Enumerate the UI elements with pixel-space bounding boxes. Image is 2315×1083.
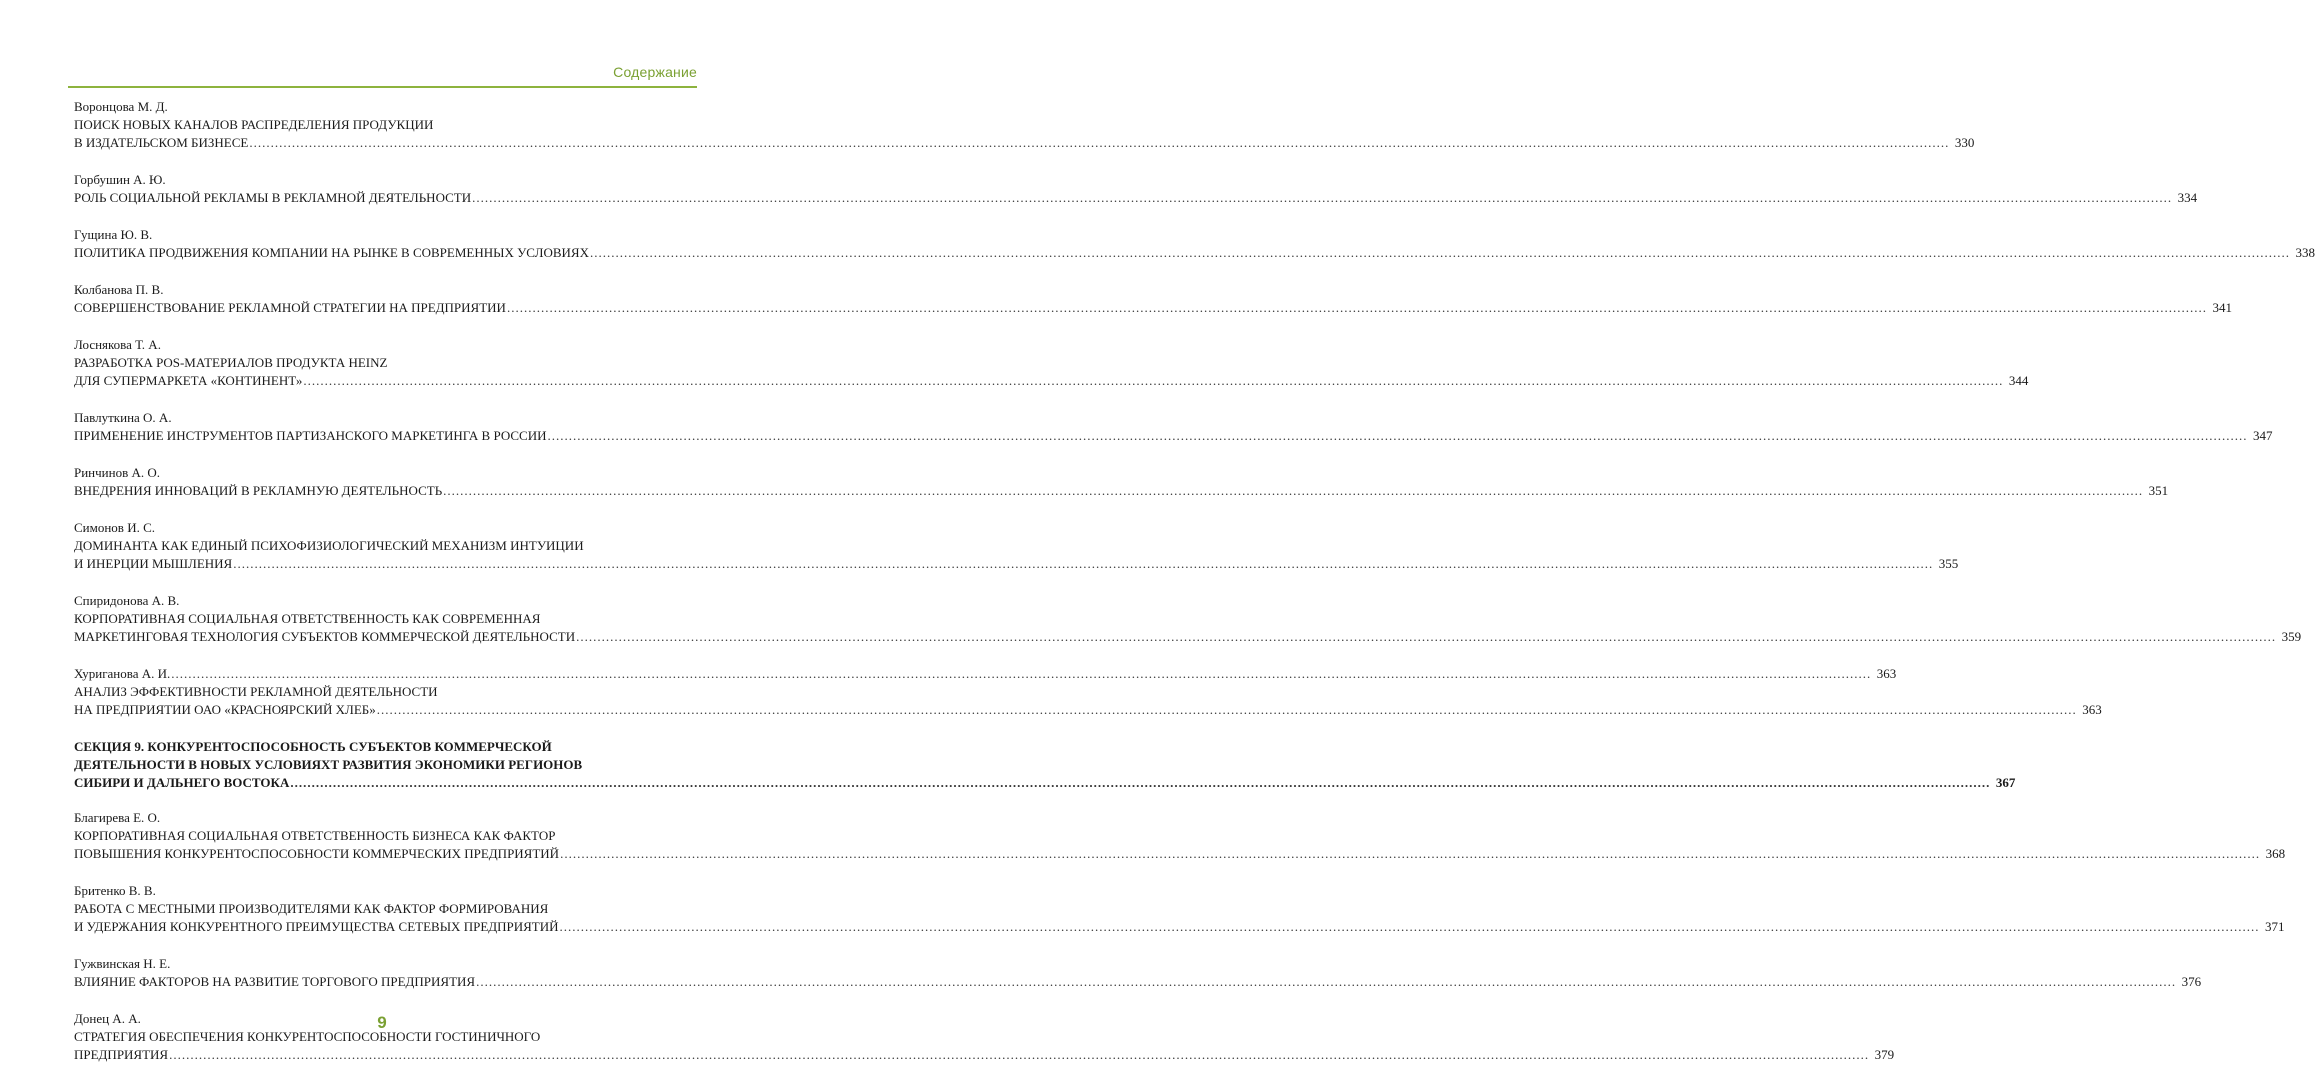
entry-title-text: ВЛИЯНИЕ ФАКТОРОВ НА РАЗВИТИЕ ТОРГОВОГО ПРЕДПРИЯТИЯ — [74, 974, 476, 989]
entry-page-number: 341 — [2212, 300, 2232, 315]
entry-title-line: ДЕЯТЕЛЬНОСТИ В НОВЫХ УСЛОВИЯХТ РАЗВИТИЯ ЭКОНОМИКИ РЕГИОНОВ — [74, 757, 583, 772]
header-divider — [68, 86, 697, 88]
entry-title-line — [74, 628, 2302, 646]
entry-page-number: 363 — [1876, 666, 1897, 681]
entry-author: Благирева Е. О. — [74, 810, 161, 825]
entry-title-line — [74, 189, 2198, 207]
toc-entry[interactable] — [74, 665, 2102, 719]
entry-page-number: 351 — [2148, 483, 2169, 498]
dot-leader: ................................................................................................................................................................................................................................................................................................................................................................................................................ — [559, 919, 2260, 934]
entry-title-line — [74, 299, 2232, 317]
dot-leader: ................................................................................................................................................................................................................................................................................................................................................................................................................ — [547, 428, 2248, 443]
dot-leader: ................................................................................................................................................................................................................................................................................................................................................................................................................ — [476, 974, 2177, 989]
toc-entry[interactable] — [74, 464, 2169, 500]
toc-entry[interactable] — [74, 955, 2202, 991]
entry-author: Симонов И. С. — [74, 520, 156, 535]
entry-author: Гущина Ю. В. — [74, 227, 153, 242]
dot-leader: ................................................................................................................................................................................................................................................................................................................................................................................................................ — [169, 1047, 1870, 1062]
entry-title-line — [74, 774, 2016, 792]
entry-title-text: Хуриганова А. И. — [74, 666, 171, 681]
entry-page-number: 330 — [1954, 135, 1975, 150]
entry-title-line: РАБОТА С МЕСТНЫМИ ПРОИЗВОДИТЕЛЯМИ КАК ФАКТОР ФОРМИРОВАНИЯ — [74, 901, 549, 916]
entry-page-number: 379 — [1874, 1047, 1895, 1062]
toc-entry[interactable] — [74, 519, 1959, 573]
entry-title-line: КОРПОРАТИВНАЯ СОЦИАЛЬНАЯ ОТВЕТСТВЕННОСТЬ БИЗНЕСА КАК ФАКТОР — [74, 828, 556, 843]
section-heading[interactable] — [74, 738, 2016, 792]
entry-title-line — [74, 134, 1975, 152]
entry-title-text: НА ПРЕДПРИЯТИИ ОАО «КРАСНОЯРСКИЙ ХЛЕБ» — [74, 702, 376, 717]
entry-title-text: В ИЗДАТЕЛЬСКОМ БИЗНЕСЕ — [74, 135, 249, 150]
entry-page-number: 371 — [2265, 919, 2285, 934]
entry-author: Воронцова М. Д. — [74, 99, 168, 114]
entry-author: Донец А. А. — [74, 1011, 141, 1026]
entry-title-line — [74, 555, 1959, 573]
entry-title-text: РОЛЬ СОЦИАЛЬНОЙ РЕКЛАМЫ В РЕКЛАМНОЙ ДЕЯТЕЛЬНОСТИ — [74, 190, 472, 205]
entry-title-text: ПРЕДПРИЯТИЯ — [74, 1047, 169, 1062]
entry-author: Ринчинов А. О. — [74, 465, 161, 480]
entry-title-line — [74, 482, 2169, 500]
entry-title-text: И УДЕРЖАНИЯ КОНКУРЕНТНОГО ПРЕИМУЩЕСТВА СЕТЕВЫХ ПРЕДПРИЯТИЙ — [74, 919, 559, 934]
entry-title-text: СОВЕРШЕНСТВОВАНИЕ РЕКЛАМНОЙ СТРАТЕГИИ НА ПРЕДПРИЯТИИ — [74, 300, 506, 315]
entry-title-line — [74, 427, 2273, 445]
dot-leader: ................................................................................................................................................................................................................................................................................................................................................................................................................ — [560, 846, 2261, 861]
entry-page-number: 367 — [1995, 775, 2016, 790]
page-header-title: Содержание — [613, 64, 697, 80]
entry-title-line — [74, 701, 2102, 719]
entry-title-text: ПРИМЕНЕНИЕ ИНСТРУМЕНТОВ ПАРТИЗАНСКОГО МАРКЕТИНГА В РОССИИ — [74, 428, 547, 443]
toc-entry[interactable] — [74, 98, 1975, 152]
dot-leader: ................................................................................................................................................................................................................................................................................................................................................................................................................ — [443, 483, 2144, 498]
entry-author: Горбушин А. Ю. — [74, 172, 166, 187]
entry-page-number: 344 — [2008, 373, 2029, 388]
entry-title-line: СЕКЦИЯ 9. КОНКУРЕНТОСПОСОБНОСТЬ СУБЪЕКТОВ КОММЕРЧЕСКОЙ — [74, 739, 552, 754]
entry-title-line: КОРПОРАТИВНАЯ СОЦИАЛЬНАЯ ОТВЕТСТВЕННОСТЬ КАК СОВРЕМЕННАЯ — [74, 611, 541, 626]
entry-author: Бритенко В. В. — [74, 883, 156, 898]
entry-title-line: РАЗРАБОТКА POS-МАТЕРИАЛОВ ПРОДУКТА HEINZ — [74, 355, 388, 370]
entry-page-number: 334 — [2177, 190, 2198, 205]
entry-title-line — [74, 372, 2029, 390]
entry-page-number: 368 — [2265, 846, 2286, 861]
entry-title-line: ДОМИНАНТА КАК ЕДИНЫЙ ПСИХОФИЗИОЛОГИЧЕСКИЙ МЕХАНИЗМ ИНТУИЦИИ — [74, 538, 584, 553]
toc-entry[interactable] — [74, 882, 2285, 936]
entry-title-line — [74, 1046, 1895, 1064]
dot-leader: ................................................................................................................................................................................................................................................................................................................................................................................................................ — [249, 135, 1950, 150]
entry-title-line: СТРАТЕГИЯ ОБЕСПЕЧЕНИЯ КОНКУРЕНТОСПОСОБНОСТИ ГОСТИНИЧНОГО — [74, 1029, 541, 1044]
entry-page-number: 376 — [2181, 974, 2202, 989]
entry-title-text: ВНЕДРЕНИЯ ИННОВАЦИЙ В РЕКЛАМНУЮ ДЕЯТЕЛЬНОСТЬ — [74, 483, 443, 498]
entry-page-number: 355 — [1938, 556, 1959, 571]
entry-title-line — [74, 244, 2315, 262]
dot-leader: ................................................................................................................................................................................................................................................................................................................................................................................................................ — [233, 556, 1934, 571]
entry-title-text: ПОВЫШЕНИЯ КОНКУРЕНТОСПОСОБНОСТИ КОММЕРЧЕСКИХ ПРЕДПРИЯТИЙ — [74, 846, 560, 861]
dot-leader: ................................................................................................................................................................................................................................................................................................................................................................................................................ — [376, 702, 2077, 717]
entry-page-number: 347 — [2253, 428, 2273, 443]
dot-leader: ................................................................................................................................................................................................................................................................................................................................................................................................................ — [303, 373, 2004, 388]
entry-author: Спиридонова А. В. — [74, 593, 180, 608]
toc-entry[interactable] — [74, 281, 2232, 317]
entry-title-line: АНАЛИЗ ЭФФЕКТИВНОСТИ РЕКЛАМНОЙ ДЕЯТЕЛЬНОСТИ — [74, 684, 438, 699]
entry-author: Павлуткина О. А. — [74, 410, 172, 425]
toc-entry[interactable] — [74, 409, 2273, 445]
table-of-contents — [74, 98, 2315, 1083]
toc-entry[interactable] — [74, 809, 2286, 863]
dot-leader: ................................................................................................................................................................................................................................................................................................................................................................................................................ — [576, 629, 2277, 644]
toc-entry[interactable] — [74, 226, 2315, 262]
entry-author-line — [74, 665, 1897, 683]
entry-page-number: 359 — [2281, 629, 2302, 644]
entry-title-line — [74, 845, 2286, 863]
entry-title-line — [74, 918, 2285, 936]
entry-title-line: ПОИСК НОВЫХ КАНАЛОВ РАСПРЕДЕЛЕНИЯ ПРОДУКЦИИ — [74, 117, 434, 132]
entry-author: Лоснякова Т. А. — [74, 337, 161, 352]
entry-title-text: И ИНЕРЦИИ МЫШЛЕНИЯ — [74, 556, 233, 571]
toc-entry[interactable] — [74, 336, 2029, 390]
entry-title-text: МАРКЕТИНГОВАЯ ТЕХНОЛОГИЯ СУБЪЕКТОВ КОММЕРЧЕСКОЙ ДЕЯТЕЛЬНОСТИ — [74, 629, 576, 644]
dot-leader: ................................................................................................................................................................................................................................................................................................................................................................................................................ — [472, 190, 2173, 205]
entry-author: Гужвинская Н. Е. — [74, 956, 171, 971]
entry-title-line — [74, 973, 2202, 991]
entry-page-number: 338 — [2295, 245, 2315, 260]
toc-entry[interactable] — [74, 592, 2302, 646]
entry-title-text: СИБИРИ И ДАЛЬНЕГО ВОСТОКА — [74, 775, 290, 790]
dot-leader: ................................................................................................................................................................................................................................................................................................................................................................................................................ — [506, 300, 2207, 315]
dot-leader: ................................................................................................................................................................................................................................................................................................................................................................................................................ — [589, 245, 2290, 260]
entry-title-text: ПОЛИТИКА ПРОДВИЖЕНИЯ КОМПАНИИ НА РЫНКЕ В СОВРЕМЕННЫХ УСЛОВИЯХ — [74, 245, 589, 260]
entry-page-number: 363 — [2082, 702, 2102, 717]
dot-leader: ................................................................................................................................................................................................................................................................................................................................................................................................................ — [171, 666, 1872, 681]
dot-leader: ................................................................................................................................................................................................................................................................................................................................................................................................................ — [290, 775, 1991, 790]
page-number: 9 — [377, 1013, 387, 1032]
entry-title-text: ДЛЯ СУПЕРМАРКЕТА «КОНТИНЕНТ» — [74, 373, 303, 388]
entry-author: Колбанова П. В. — [74, 282, 164, 297]
toc-entry[interactable] — [74, 171, 2198, 207]
